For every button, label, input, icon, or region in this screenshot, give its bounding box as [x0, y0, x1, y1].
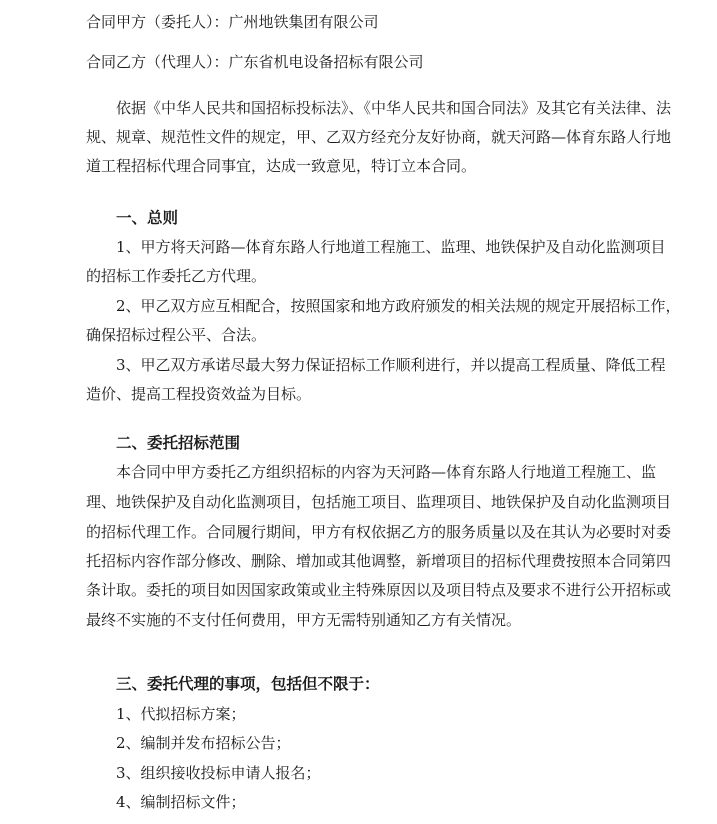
matter-item: 2、编制并发布招标公告； [116, 734, 291, 752]
scope-line: 最终不实施的不支付任何费用，甲方无需特别通知乙方有关情况。 [86, 611, 522, 629]
matter-item: 1、代拟招标方案； [116, 705, 246, 723]
preamble-line: 道工程招标代理合同事宜，达成一致意见，特订立本合同。 [86, 157, 477, 175]
section-heading-general: 一、总则 [116, 209, 179, 227]
preamble-line: 规、规章、规范性文件的规定，甲、乙双方经充分友好协商，就天河路—体育东路人行地 [86, 128, 672, 146]
scope-line: 托招标内容作部分修改、删除、增加或其他调整，新增项目的招标代理费按照本合同第四 [86, 552, 672, 570]
matter-item: 3、组织接收投标申请人报名； [116, 764, 321, 782]
preamble-line: 依据《中华人民共和国招标投标法》、《中华人民共和国合同法》及其它有关法律、法 [116, 99, 672, 117]
scope-line: 本合同中甲方委托乙方组织招标的内容为天河路—体育东路人行地道工程施工、监 [116, 463, 657, 481]
section-heading-matters: 三、委托代理的事项，包括但不限于： [116, 675, 380, 693]
section-heading-scope: 二、委托招标范围 [116, 434, 241, 452]
clause-line: 造价、提高工程投资效益为目标。 [86, 385, 312, 403]
scope-line: 条计取。委托的项目如因国家政策或业主特殊原因以及项目特点及要求不进行公开招标或 [86, 581, 672, 599]
party-b: 合同乙方（代理人）：广东省机电设备招标有限公司 [86, 53, 424, 71]
clause-line: 1、甲方将天河路—体育东路人行地道工程施工、监理、地铁保护及自动化监测项目 [116, 238, 666, 256]
clause-line: 3、甲乙双方承诺尽最大努力保证招标工作顺利进行，并以提高工程质量、降低工程 [116, 356, 666, 374]
clause-line: 确保招标过程公平、合法。 [86, 326, 267, 344]
party-a: 合同甲方（委托人）：广州地铁集团有限公司 [86, 13, 379, 31]
clause-line: 2、甲乙双方应互相配合，按照国家和地方政府颁发的相关法规的规定开展招标工作， [116, 297, 681, 315]
scope-line: 理、地铁保护及自动化监测项目，包括施工项目、监理项目、地铁保护及自动化监测项目 [86, 493, 672, 511]
scope-line: 的招标代理工作。合同履行期间，甲方有权依据乙方的服务质量以及在其认为必要时对委 [86, 523, 672, 541]
matter-item: 4、编制招标文件； [116, 793, 246, 811]
clause-line: 的招标工作委托乙方代理。 [86, 267, 267, 285]
